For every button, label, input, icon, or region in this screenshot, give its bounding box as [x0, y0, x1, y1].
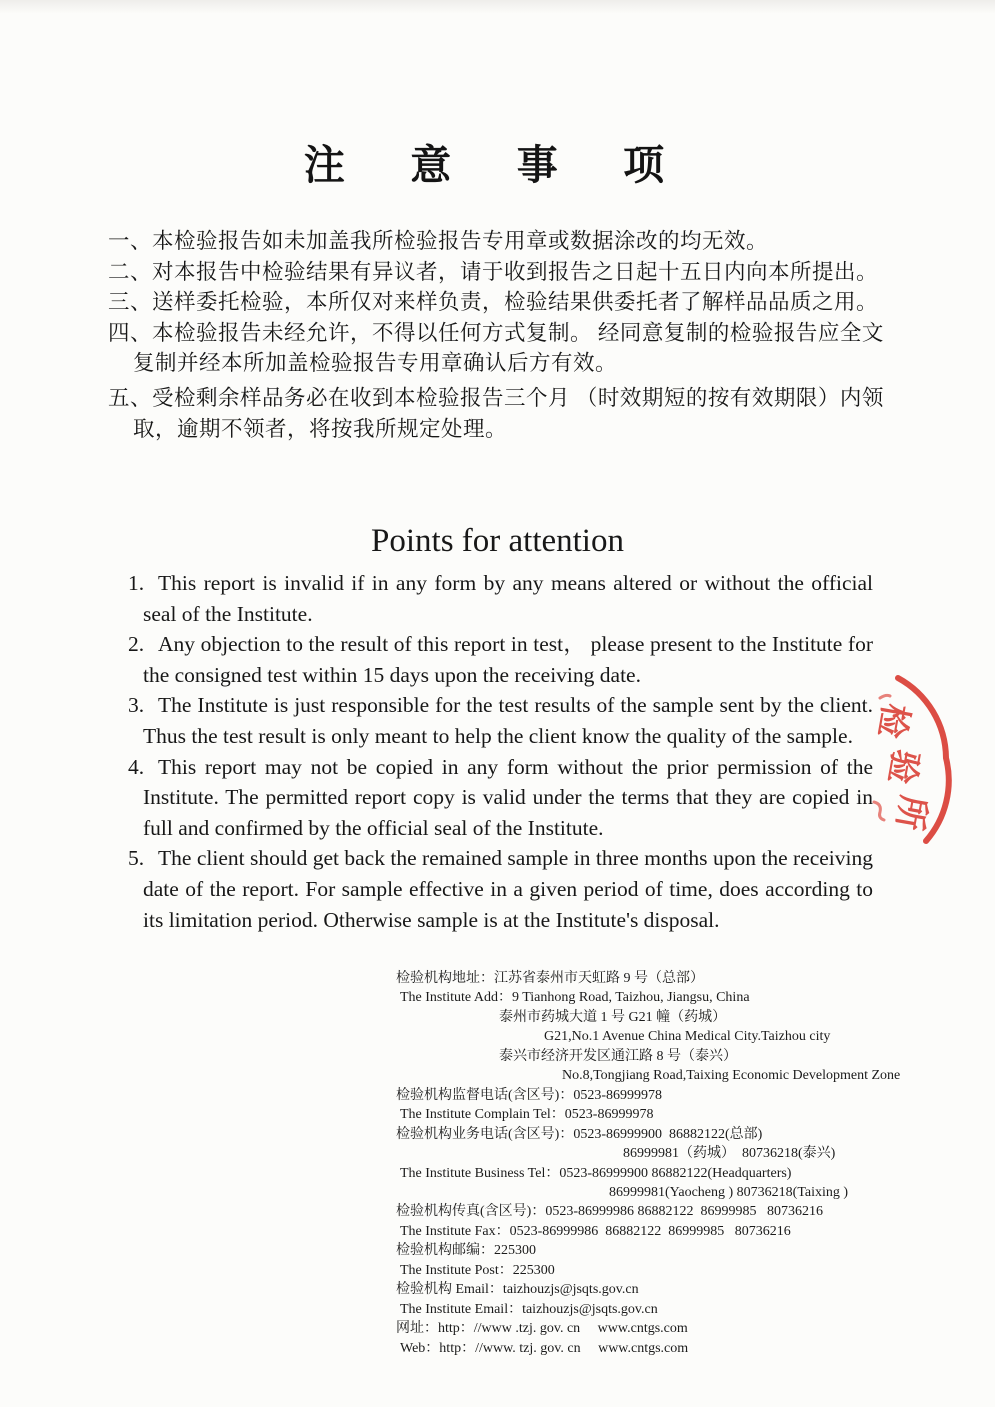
contact-line-fax-en: The Institute Fax：0523-86999986 86882122 86999985 80736216 [400, 1223, 791, 1239]
english-notice-item [128, 690, 873, 751]
item-text: The Institute is just responsible for the test results of the sample sent by the client. Thus the test result is only meant to help the client know the quality of the sample. [143, 693, 873, 748]
item-number: 4. [128, 754, 145, 779]
contact-line-complain-tel-cn: 检验机构监督电话(含区号)：0523-86999978 [396, 1087, 662, 1103]
item-text: This report is invalid if in any form by any means altered or without the official seal of the Institute. [143, 571, 873, 626]
seal-char: 检 [871, 700, 914, 741]
seal-char: 验 [881, 746, 924, 787]
item-text: This report may not be copied in any form without the prior permission of the Institute. The permitted report copy is valid under the terms that they are copied in full and confirmed by the official seal of the Institute. [143, 754, 873, 840]
chinese-notice-item: 三、送样委托检验，本所仅对来样负责，检验结果供委托者了解样品品质之用。 [108, 290, 879, 315]
chinese-notice-item: 一、本检验报告如未加盖我所检验报告专用章或数据涂改的均无效。 [108, 229, 769, 253]
seal-char: 所 [889, 792, 932, 833]
contact-line-email-cn: 检验机构 Email：taizhouzjs@jsqts.gov.cn [396, 1282, 639, 1298]
contact-line-business-tel-en: The Institute Business Tel：0523-86999900 86882122(Headquarters) [400, 1165, 792, 1181]
contact-line-complain-tel-en: The Institute Complain Tel：0523-86999978 [400, 1107, 654, 1123]
contact-line-post-en: The Institute Post：225300 [400, 1262, 555, 1278]
chinese-notice-item: 五、受检剩余样品务必在收到本检验报告三个月 （时效期短的按有效期限）内领取，逾期不领者，将按我所规定处理。 [108, 385, 884, 441]
item-text: Any objection to the result of this report in test， please present to the Institute for the consigned test within 15 days upon the receiving date. [143, 632, 873, 687]
contact-line-address3-en: No.8,Tongjiang Road,Taixing Economic Development Zone [562, 1068, 901, 1084]
item-number: 1. [128, 571, 145, 595]
contact-line-post-cn: 检验机构邮编：225300 [396, 1243, 536, 1259]
contact-line-address3-cn: 泰兴市经济开发区通江路 8 号（泰兴） [499, 1048, 737, 1064]
contact-line-address2-cn: 泰州市药城大道 1 号 G21 幢（药城） [499, 1009, 727, 1025]
contact-line-email-en: The Institute Email：taizhouzjs@jsqts.gov.cn [400, 1301, 658, 1317]
contact-line-business-tel-cn: 检验机构业务电话(含区号)：0523-86999900 86882122(总部) [396, 1126, 763, 1142]
item-number: 2. [128, 632, 145, 657]
contact-line-business-tel-en2: 86999981(Yaocheng ) 80736218(Taixing ) [609, 1184, 849, 1200]
contact-line-web-en: Web：http：//www. tzj. gov. cn www.cntgs.com [400, 1340, 689, 1356]
chinese-title: 注 意 事 项 [303, 142, 692, 188]
item-number: 3. [128, 693, 145, 718]
contact-line-web-cn: 网址：http：//www .tzj. gov. cn www.cntgs.com [396, 1321, 688, 1337]
english-notice-item [128, 752, 873, 844]
institute-contact-block [396, 969, 916, 1358]
english-notice-item [128, 843, 873, 935]
english-notice-list [128, 568, 873, 935]
contact-line-address2-en: G21,No.1 Avenue China Medical City.Taizhou city [544, 1029, 831, 1045]
scan-edge-shadow [0, 0, 995, 14]
chinese-notice-item: 四、本检验报告未经允许，不得以任何方式复制。 经同意复制的检验报告应全文复制并经本所加盖检验报告专用章确认后方有效。 [108, 320, 884, 376]
contact-line-business-tel-cn2: 86999981（药城） 80736218(泰兴) [623, 1146, 836, 1162]
contact-line-fax-cn: 检验机构传真(含区号)：0523-86999986 86882122 86999985 80736216 [396, 1204, 823, 1220]
english-title: Points for attention [371, 523, 624, 559]
english-notice-item [128, 629, 873, 690]
english-notice-item [128, 568, 873, 629]
contact-line-address-cn: 检验机构地址：江苏省泰州市天虹路 9 号（总部） [396, 971, 704, 986]
chinese-notice-item: 二、对本报告中检验结果有异议者，请于收到报告之日起十五日内向本所提出。 [108, 259, 879, 284]
chinese-notice-list [108, 226, 890, 444]
item-number: 5. [128, 846, 145, 871]
item-text: The client should get back the remained sample in three months upon the receiving date of the report. For sample effective in a given period of time, does according to its limitation period. Otherwise sample is at the Institute's disposal. [143, 846, 873, 932]
contact-line-address-en: The Institute Add：9 Tianhong Road, Taizhou, Jiangsu, China [400, 990, 750, 1006]
